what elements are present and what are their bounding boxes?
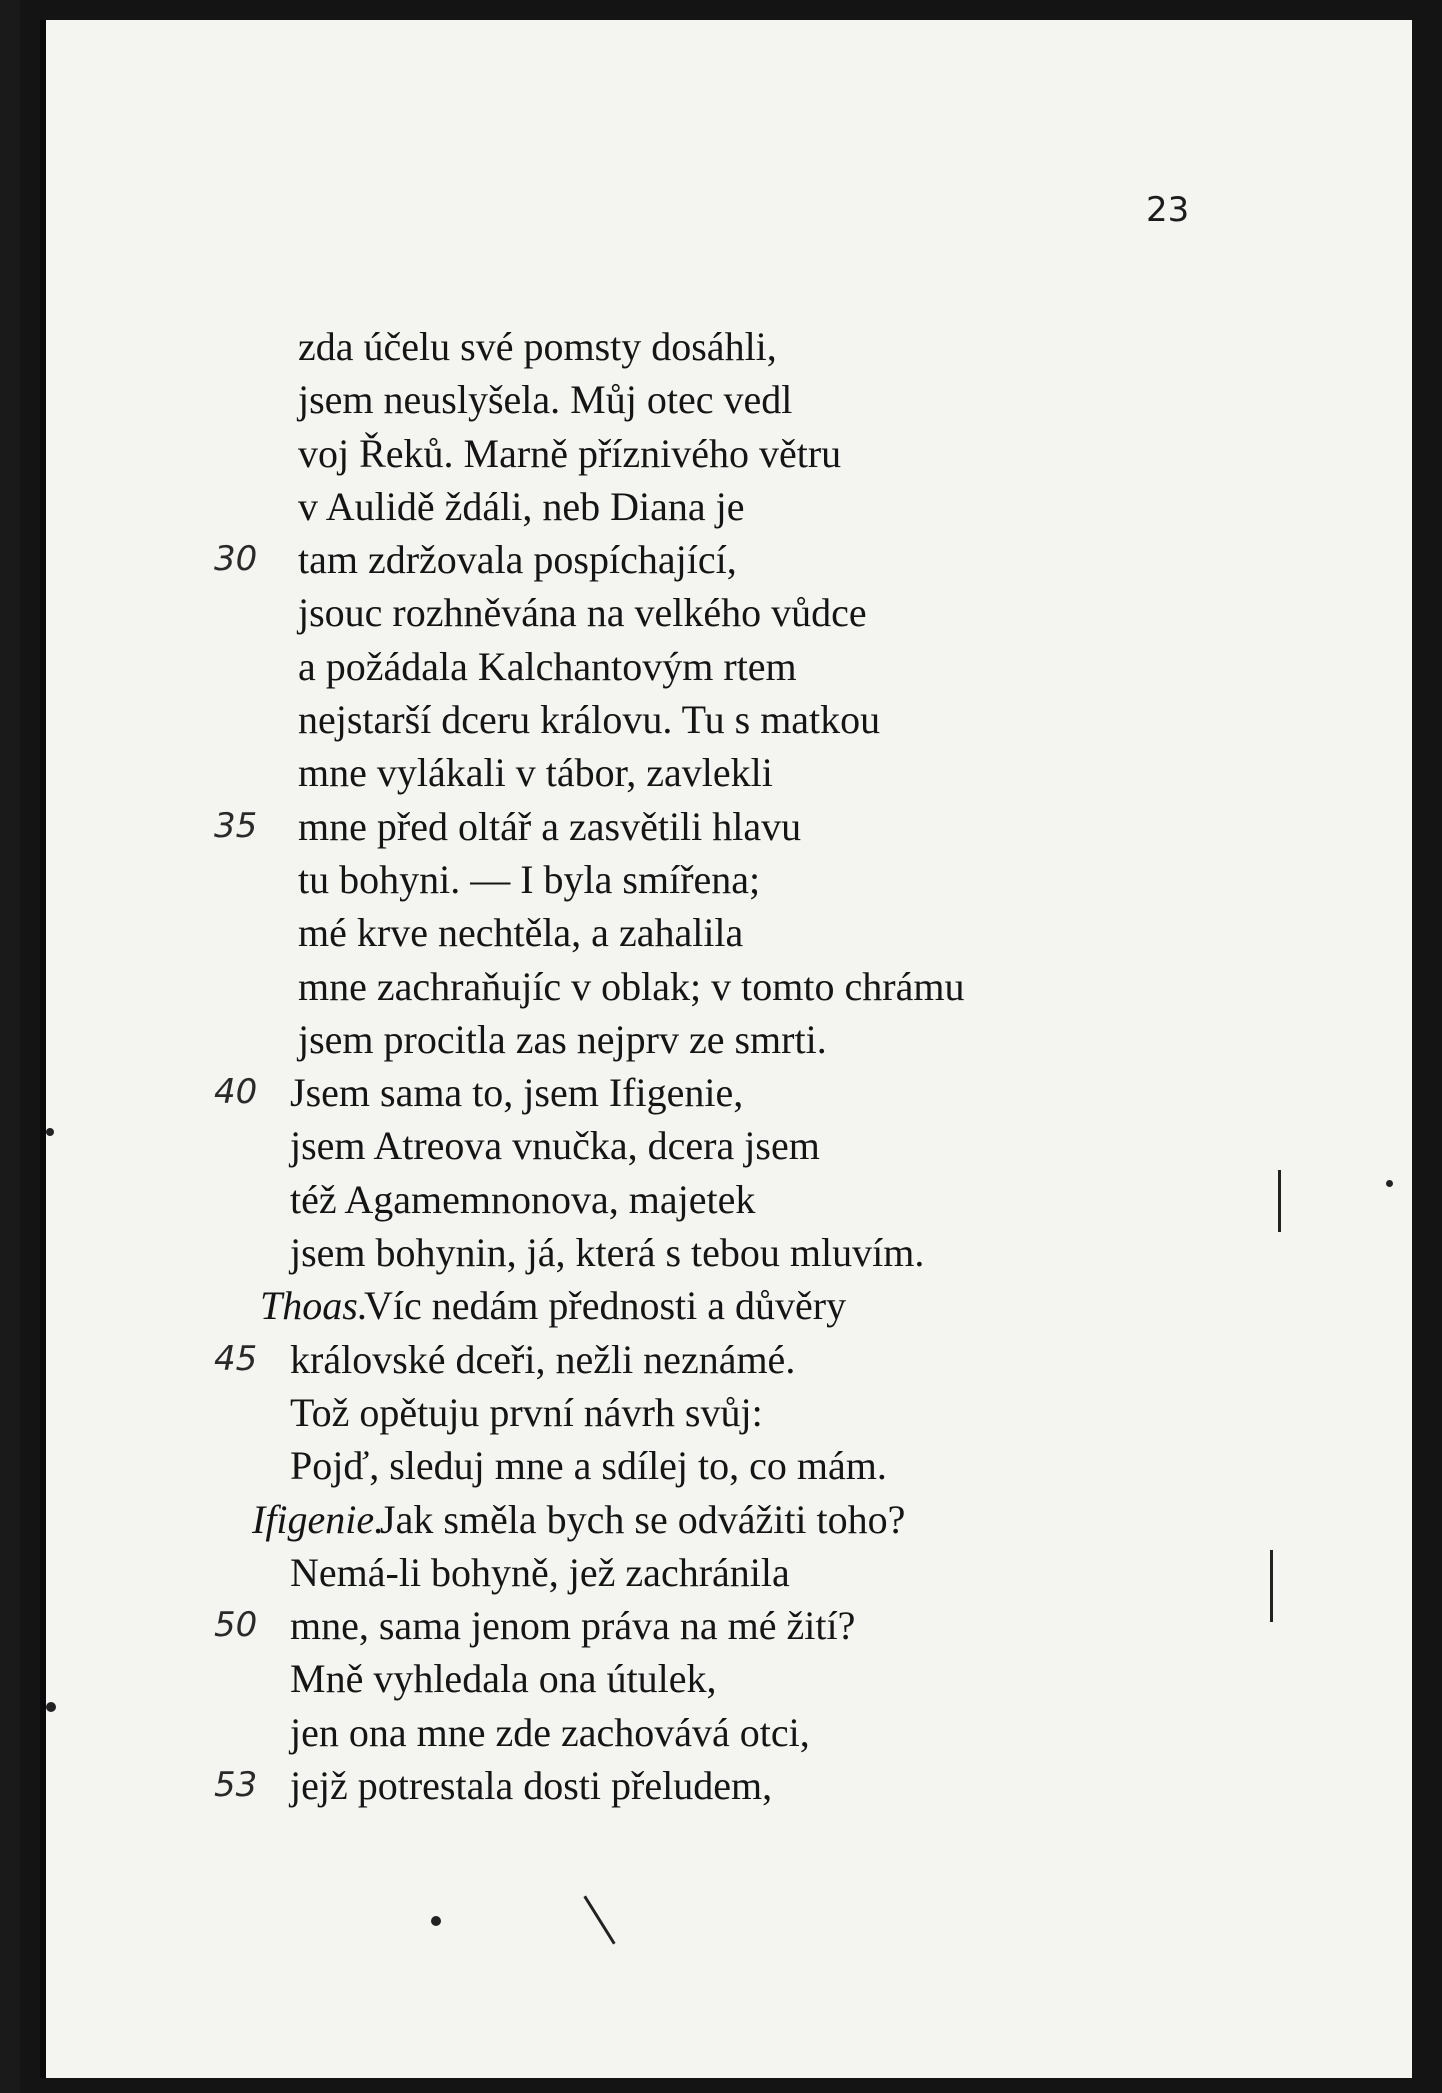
verse-line: nejstarší dceru královu. Tu s matkou [298, 697, 881, 743]
verse-line: Mně vyhledala ona útulek, [290, 1656, 717, 1702]
speech-line-thoas: Thoas. Víc nedám přednosti a důvěry [46, 1279, 1412, 1332]
verse-line: mne zachraňujíc v oblak; v tomto chrámu [298, 963, 965, 1009]
verse-line: tu bohyni. — I byla smířena; [298, 856, 761, 902]
verse-line: jen ona mne zde zachovává otci, [290, 1709, 810, 1755]
verse-line: mne vylákali v tábor, zavlekli [298, 750, 773, 796]
verse-line: 53 jejž potrestala dosti přeludem, [46, 1759, 1412, 1812]
margin-line-number: 50 [214, 1605, 258, 1646]
scan-left-edge [0, 0, 20, 2093]
verse-line: mé krve nechtěla, a zahalila [298, 910, 744, 956]
verse-line: 50 mne, sama jenom práva na mé žití? [46, 1599, 1412, 1652]
verse-line: jsouc rozhněvána na velkého vůdce [298, 590, 867, 636]
ink-speck [46, 1702, 56, 1712]
speech-line-ifigenie: Ifigenie. Jak směla bych se odvážiti toho? [46, 1493, 1412, 1546]
verse-line: 35 mne před oltář a zasvětili hlavu [46, 800, 1412, 853]
speaker-name: Ifigenie. [252, 1496, 385, 1542]
margin-line-number: 40 [214, 1072, 258, 1113]
verse-line: 30 tam zdržovala pospíchající, [46, 533, 1412, 586]
margin-line-number: 30 [214, 539, 258, 580]
verse-line: 45 královské dceři, nežli neznámé. [46, 1333, 1412, 1386]
margin-line-number: 45 [214, 1338, 258, 1379]
verse-line: a požádala Kalchantovým rtem [298, 643, 797, 689]
verse-line: v Aulidě ždáli, neb Diana je [298, 483, 745, 529]
verse-line: Nemá-li bohyně, jež zachránila [290, 1549, 790, 1595]
margin-pencil-mark [1270, 1550, 1273, 1622]
verse-line: jsem Atreova vnučka, dcera jsem [290, 1123, 820, 1169]
ink-speck [46, 1128, 54, 1136]
verse-line: též Agamemnonova, majetek [290, 1176, 756, 1222]
verse-line: jsem procitla zas nejprv ze smrti. [298, 1016, 827, 1062]
pencil-stroke [583, 1895, 615, 1944]
verse-line: zda účelu své pomsty dosáhli, [298, 324, 777, 369]
ink-speck [431, 1916, 441, 1926]
verse-line: Tož opětuju první návrh svůj: [290, 1389, 763, 1435]
ink-speck [1386, 1180, 1393, 1187]
margin-pencil-mark [1278, 1170, 1281, 1232]
book-page [40, 20, 1412, 2078]
margin-line-number: 53 [214, 1765, 258, 1806]
verse-line: jsem bohynin, já, která s tebou mluvím. [290, 1230, 925, 1276]
speaker-name: Thoas. [260, 1283, 368, 1329]
margin-line-number: 35 [214, 805, 258, 846]
verse-line: 40 Jsem sama to, jsem Ifigenie, [46, 1066, 1412, 1119]
page-number: 23 [1146, 190, 1190, 230]
verse-line: Pojď, sleduj mne a sdílej to, co mám. [290, 1443, 887, 1489]
verse-block [46, 320, 1412, 1812]
verse-line: voj Řeků. Marně příznivého větru [298, 430, 842, 476]
verse-line: jsem neuslyšela. Můj otec vedl [298, 377, 793, 423]
